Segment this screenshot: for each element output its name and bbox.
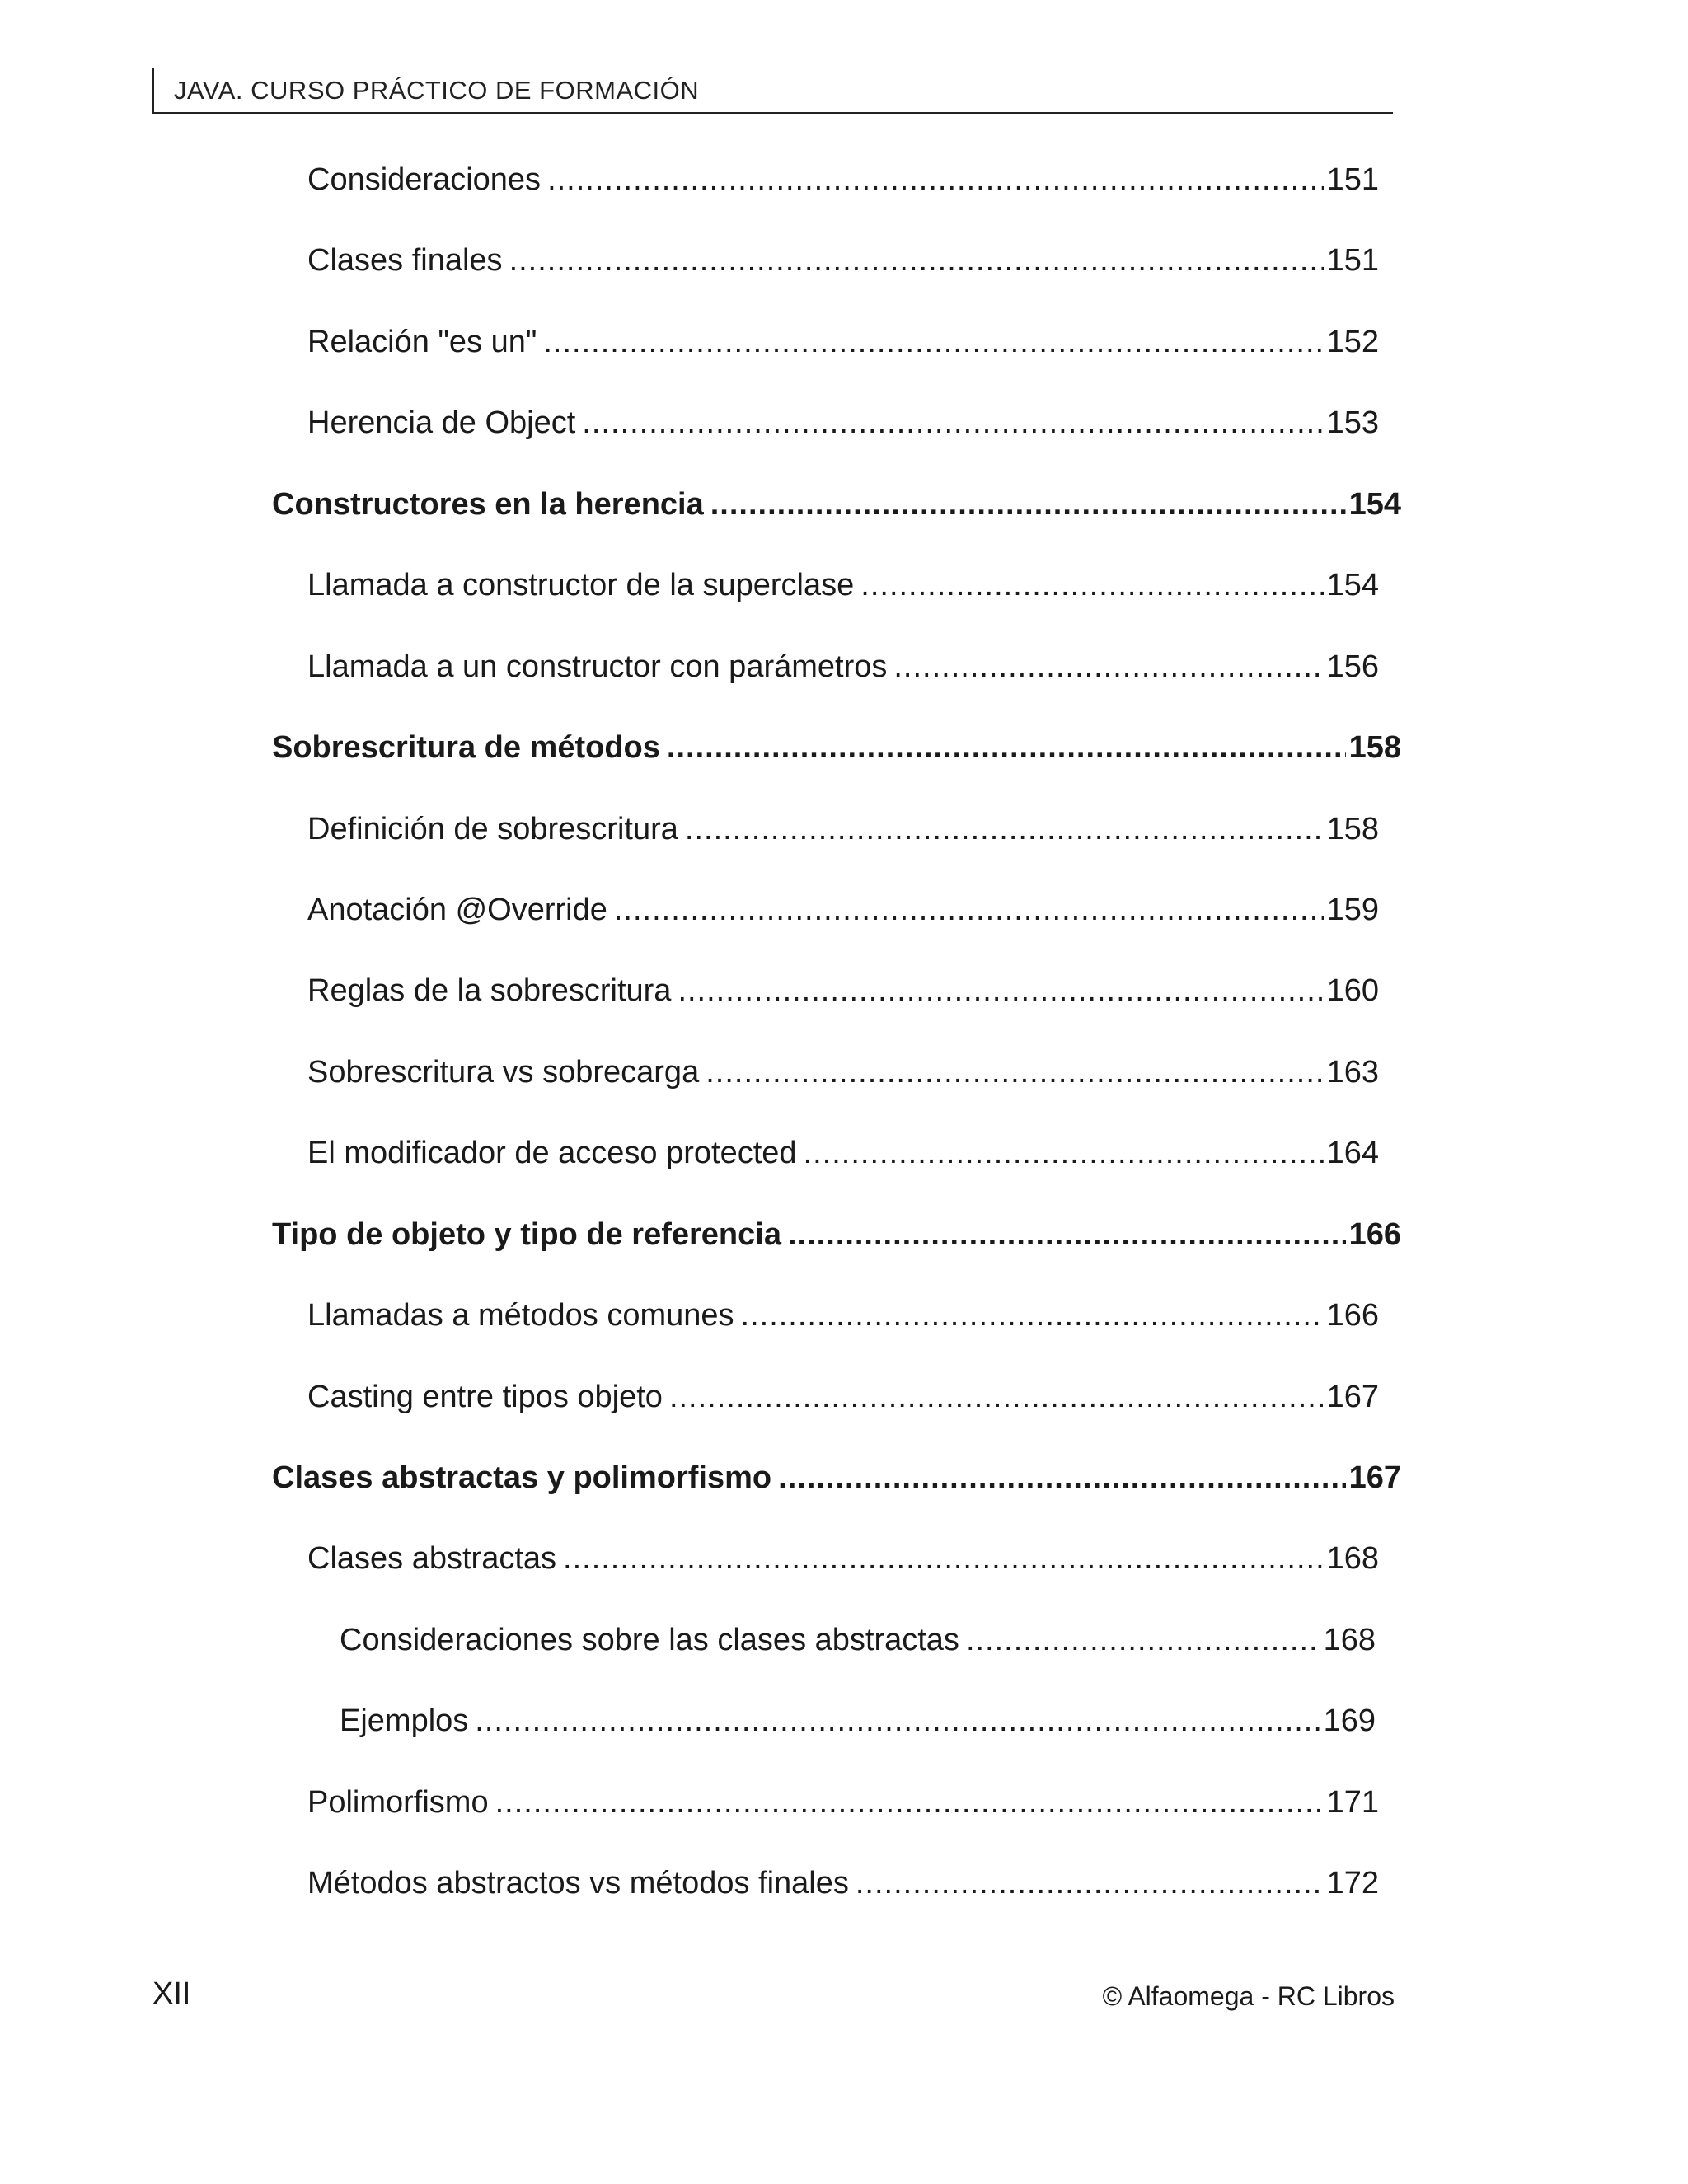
toc-entry[interactable]	[340, 1696, 1376, 1746]
toc-entry[interactable]	[307, 1778, 1379, 1827]
toc-entry-title: Llamada a un constructor con parámetros	[307, 649, 888, 684]
dot-leader	[614, 885, 1324, 935]
toc-entry[interactable]	[272, 480, 1401, 529]
toc-entry[interactable]	[307, 1534, 1379, 1583]
toc-entry-page: 154	[1326, 568, 1379, 602]
toc-entry[interactable]	[340, 1615, 1376, 1665]
running-title: JAVA. CURSO PRÁCTICO DE FORMACIÓN	[174, 76, 700, 105]
dot-leader	[685, 804, 1324, 854]
toc-entry[interactable]	[272, 1210, 1401, 1259]
toc-entry[interactable]	[307, 317, 1379, 367]
toc-entry-page: 166	[1348, 1217, 1401, 1252]
toc-entry-title: Clases finales	[307, 243, 503, 278]
toc-entry[interactable]	[307, 804, 1379, 854]
dot-leader	[547, 155, 1324, 204]
toc-entry[interactable]	[307, 642, 1379, 691]
toc-entry-page: 169	[1323, 1704, 1376, 1738]
dot-leader	[667, 723, 1346, 772]
toc-entry-title: Sobrescritura vs sobrecarga	[307, 1055, 700, 1090]
toc-entry[interactable]	[307, 1047, 1379, 1097]
toc-entry[interactable]	[307, 1128, 1379, 1178]
page-number: XII	[152, 1976, 191, 2011]
dot-leader	[788, 1210, 1346, 1259]
toc-entry-title: Sobrescritura de métodos	[272, 730, 660, 765]
toc-entry-title: Polimorfismo	[307, 1785, 489, 1820]
toc-entry-title: Casting entre tipos objeto	[307, 1380, 663, 1414]
toc-entry-title: Llamadas a métodos comunes	[307, 1298, 734, 1333]
toc-entry-page: 171	[1326, 1785, 1379, 1820]
toc-entry-page: 160	[1326, 973, 1379, 1008]
toc-entry[interactable]	[272, 723, 1401, 772]
toc-entry-page: 167	[1348, 1460, 1401, 1495]
dot-leader	[509, 236, 1324, 285]
toc-entry-title: Llamada a constructor de la superclase	[307, 568, 855, 602]
toc-entry-page: 151	[1326, 243, 1379, 278]
toc-entry[interactable]	[307, 155, 1379, 204]
dot-leader	[475, 1696, 1320, 1746]
toc-entry-page: 158	[1326, 812, 1379, 846]
toc-entry-page: 151	[1326, 162, 1379, 197]
dot-leader	[893, 642, 1323, 691]
toc-entry[interactable]	[307, 1858, 1379, 1908]
toc-entry-page: 168	[1323, 1623, 1376, 1657]
toc-entry-title: Consideraciones sobre las clases abstractas	[340, 1623, 959, 1657]
dot-leader	[856, 1858, 1324, 1908]
toc-entry-title: Definición de sobrescritura	[307, 812, 678, 846]
toc-entry[interactable]	[307, 966, 1379, 1015]
toc-entry-page: 153	[1326, 405, 1379, 440]
toc-entry[interactable]	[307, 236, 1379, 285]
toc-entry-title: Herencia de Object	[307, 405, 576, 440]
toc-entry-title: Clases abstractas y polimorfismo	[272, 1460, 772, 1495]
toc-entry-page: 156	[1326, 649, 1379, 684]
toc-entry-title: Reglas de la sobrescritura	[307, 973, 672, 1008]
toc-entry-title: Tipo de objeto y tipo de referencia	[272, 1217, 781, 1252]
toc-entry-title: Consideraciones	[307, 162, 542, 197]
toc-entry-page: 163	[1326, 1055, 1379, 1090]
toc-entry-page: 154	[1348, 487, 1401, 522]
toc-entry-page: 172	[1326, 1866, 1379, 1900]
toc-entry[interactable]	[272, 1453, 1401, 1502]
toc-entry-page: 158	[1348, 730, 1401, 765]
toc-entry-page: 166	[1326, 1298, 1379, 1333]
dot-leader	[678, 966, 1323, 1015]
toc-entry-title: Anotación @Override	[307, 893, 607, 927]
toc-entry-page: 159	[1326, 893, 1379, 927]
toc-entry[interactable]	[307, 560, 1379, 610]
toc-entry-title: Constructores en la herencia	[272, 487, 704, 522]
dot-leader	[710, 480, 1346, 529]
dot-leader	[582, 398, 1323, 448]
dot-leader	[706, 1047, 1323, 1097]
dot-leader	[543, 317, 1323, 367]
toc-entry[interactable]	[307, 398, 1379, 448]
toc-entry-title: El modificador de acceso protected	[307, 1136, 797, 1170]
toc-entry-title: Clases abstractas	[307, 1541, 557, 1576]
toc-entry-page: 168	[1326, 1541, 1379, 1576]
dot-leader	[669, 1372, 1324, 1422]
dot-leader	[804, 1128, 1324, 1178]
dot-leader	[563, 1534, 1324, 1583]
dot-leader	[741, 1291, 1324, 1340]
toc-entry[interactable]	[307, 1372, 1379, 1422]
toc-entry[interactable]	[307, 885, 1379, 935]
toc-entry-page: 164	[1326, 1136, 1379, 1170]
toc-entry-title: Relación "es un"	[307, 325, 537, 359]
dot-leader	[860, 560, 1323, 610]
toc-entry[interactable]	[307, 1291, 1379, 1340]
dot-leader	[495, 1778, 1324, 1827]
toc-entry-page: 167	[1326, 1380, 1379, 1414]
dot-leader	[966, 1615, 1320, 1665]
toc-entry-page: 152	[1326, 325, 1379, 359]
copyright-notice: © Alfaomega - RC Libros	[1102, 1981, 1395, 2011]
dot-leader	[778, 1453, 1345, 1502]
toc-entry-title: Ejemplos	[340, 1704, 469, 1738]
toc-entry-title: Métodos abstractos vs métodos finales	[307, 1866, 849, 1900]
